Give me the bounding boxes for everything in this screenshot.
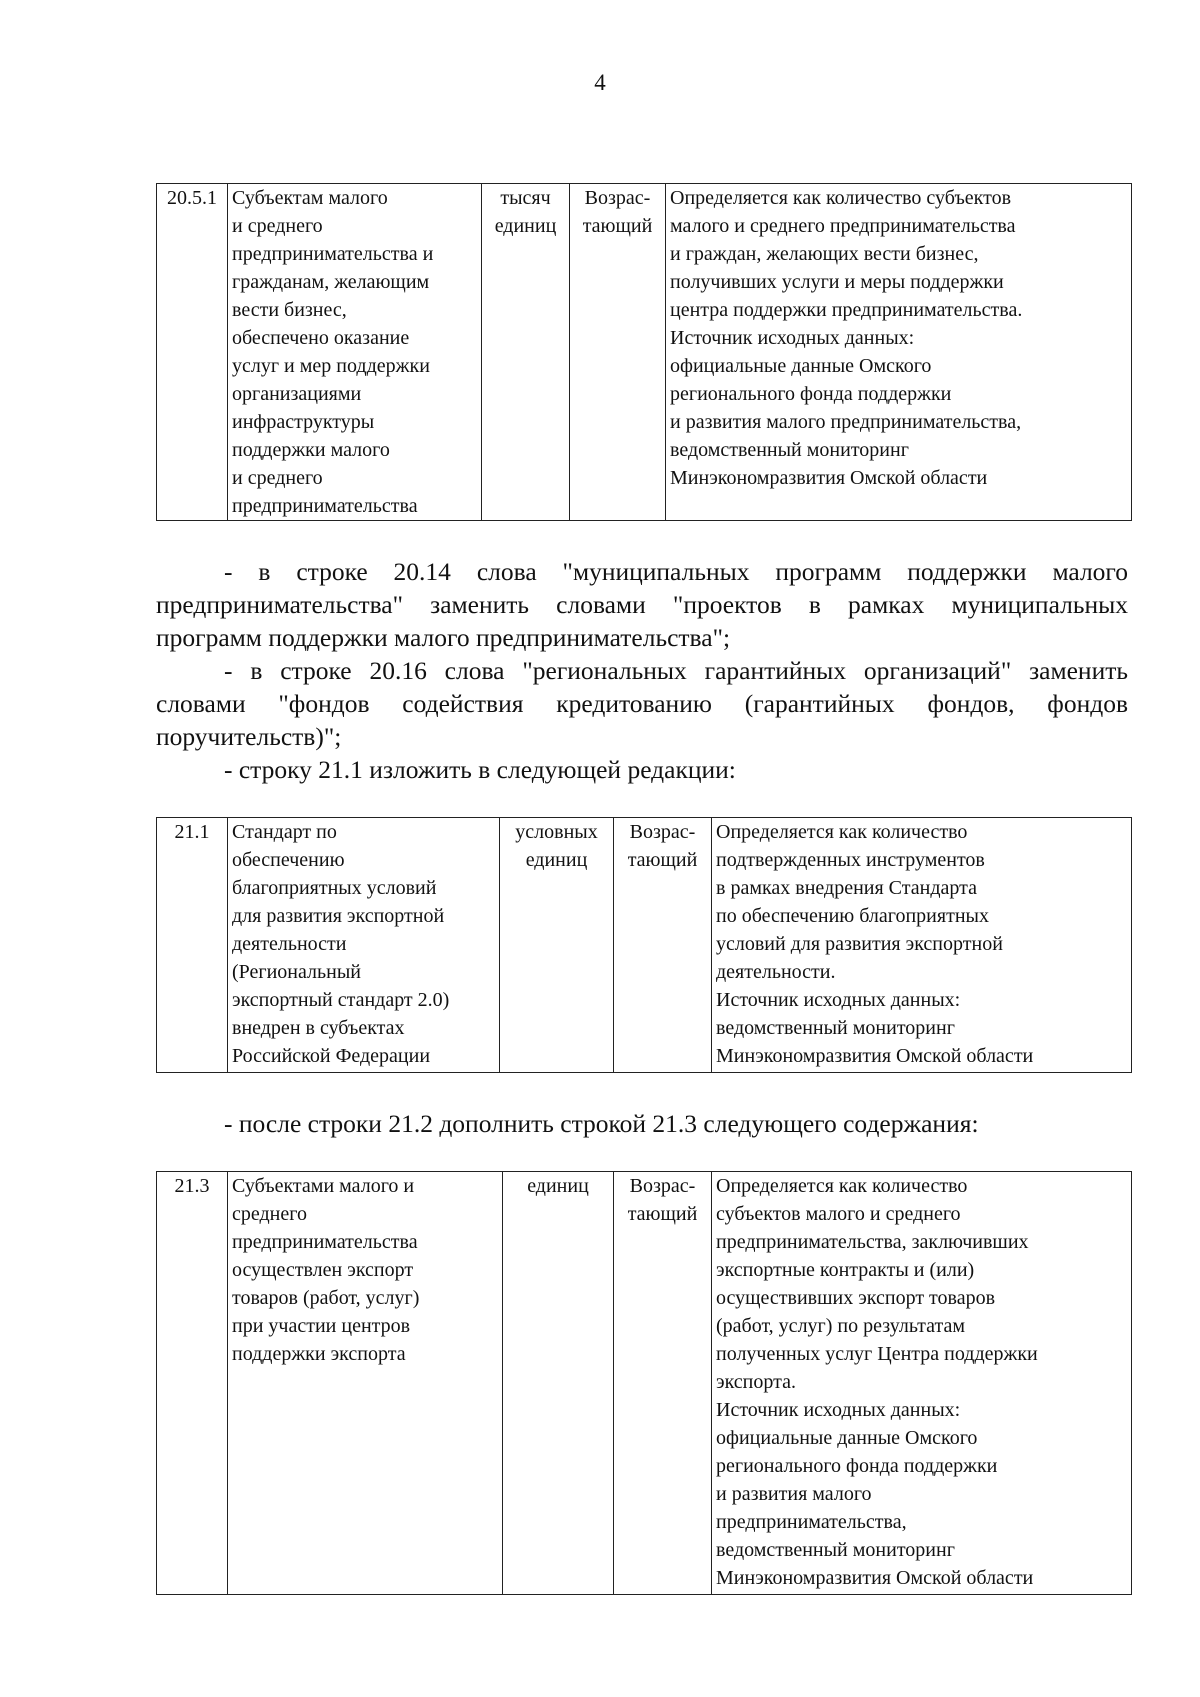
table-row-21-1 xyxy=(156,817,1132,1073)
indicator-description: Определяется как количество субъектов малого и среднего предпринимательства и граждан, желающих вести бизнес, получивших услуги и меры поддержки центра поддержки предпринимательства. Источник исходных данных: официальные данные Омского регионального фонда поддержки и развития малого предпринимательства, ведомственный мониторинг Минэкономразвития Омской области xyxy=(666,184,1132,521)
table-row-20-5-1 xyxy=(156,183,1132,521)
amendment-paragraph-1 xyxy=(156,555,1128,786)
row-number: 20.5.1 xyxy=(157,184,228,521)
paragraph-line: - в строке 20.16 слова "региональных гарантийных организаций" заменить xyxy=(224,656,1128,685)
table-row xyxy=(157,818,1132,1073)
amendment-paragraph-2: - после строки 21.2 дополнить строкой 21.3 следующего содержания: xyxy=(224,1109,979,1138)
trend-type: Возрас- тающий xyxy=(614,818,712,1073)
paragraph-line: словами "фондов содействия кредитованию (гарантийных фондов, фондов xyxy=(156,689,1128,718)
indicator-name: Субъектами малого и среднего предпринимательства осуществлен экспорт товаров (работ, услуг) при участии центров поддержки экспорта xyxy=(228,1172,503,1595)
indicator-name: Субъектам малого и среднего предпринимательства и гражданам, желающим вести бизнес, обеспечено оказание услуг и мер поддержки организациями инфраструктуры поддержки малого и среднего предпринимательства xyxy=(228,184,482,521)
paragraph-line: программ поддержки малого предпринимательства"; xyxy=(156,623,731,652)
table-row xyxy=(157,1172,1132,1595)
trend-type: Возрас- тающий xyxy=(614,1172,712,1595)
unit-of-measure: единиц xyxy=(503,1172,614,1595)
paragraph-line: - в строке 20.14 слова "муниципальных программ поддержки малого xyxy=(224,557,1128,586)
row-number: 21.3 xyxy=(157,1172,228,1595)
table-row-21-3 xyxy=(156,1171,1132,1595)
unit-of-measure: условных единиц xyxy=(500,818,614,1073)
table-row xyxy=(157,184,1132,521)
paragraph-line: - строку 21.1 изложить в следующей редакции: xyxy=(224,755,736,784)
trend-type: Возрас- тающий xyxy=(570,184,666,521)
paragraph-line: поручительств)"; xyxy=(156,722,342,751)
row-number: 21.1 xyxy=(157,818,228,1073)
indicator-name: Стандарт по обеспечению благоприятных условий для развития экспортной деятельности (Региональный экспортный стандарт 2.0) внедрен в субъектах Российской Федерации xyxy=(228,818,500,1073)
paragraph-line: предпринимательства" заменить словами "проектов в рамках муниципальных xyxy=(156,590,1128,619)
indicator-description: Определяется как количество субъектов малого и среднего предпринимательства, заключивших экспортные контракты и (или) осуществивших экспорт товаров (работ, услуг) по результатам полученных услуг Центра поддержки экспорта. Источник исходных данных: официальные данные Омского регионального фонда поддержки и развития малого предпринимательства, ведомственный мониторинг Минэкономразвития Омской области xyxy=(712,1172,1132,1595)
indicator-description: Определяется как количество подтвержденных инструментов в рамках внедрения Стандарта по обеспечению благоприятных условий для развития экспортной деятельности. Источник исходных данных: ведомственный мониторинг Минэкономразвития Омской области xyxy=(712,818,1132,1073)
page-number: 4 xyxy=(594,70,606,95)
unit-of-measure: тысяч единиц xyxy=(482,184,570,521)
